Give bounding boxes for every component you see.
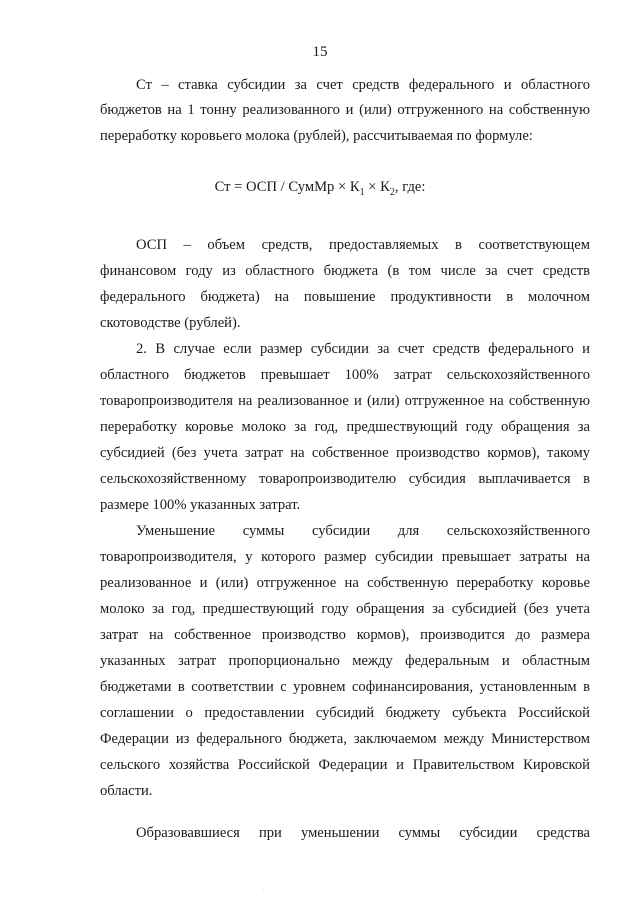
reduction-paragraph-line: молоко за год, предшествующий году обращения за субсидией (без учета xyxy=(100,601,590,617)
paragraph-2-line: товаропроизводителя на реализованное и (или) отгруженное на собственную xyxy=(100,393,590,409)
reduction-paragraph-line: области. xyxy=(100,783,153,799)
subsidy-rate-formula xyxy=(0,178,640,196)
reduction-paragraph-line: Уменьшение суммы субсидии для сельскохозяйственного xyxy=(136,523,590,539)
intro-definition-line: бюджетов на 1 тонну реализованного и (или) отгруженного на собственную xyxy=(100,102,590,118)
formula-subscript-2: 2 xyxy=(389,186,395,198)
reduction-paragraph-line: соглашении о предоставлении субсидий бюджету субъекта Российской xyxy=(100,705,590,721)
osp-definition-line: финансовом году из областного бюджета (в том числе за счет средств xyxy=(100,263,590,279)
paragraph-2-line: переработку коровье молоко за год, предшествующий году обращения за xyxy=(100,419,590,435)
reduction-paragraph-line: сельского хозяйства Российской Федерации и Правительством Кировской xyxy=(100,757,590,773)
reduction-paragraph-line: реализованное и (или) отгруженное на собственную переработку коровье xyxy=(100,575,590,591)
intro-definition-line: Ст – ставка субсидии за счет средств федерального и областного xyxy=(136,77,590,93)
formula-main: Ст = ОСП / СумМр × К xyxy=(214,179,360,195)
paragraph-2-line: 2. В случае если размер субсидии за счет средств федерального и xyxy=(136,341,590,357)
page-number: 15 xyxy=(312,44,328,60)
formula-tail: , где: xyxy=(394,179,426,195)
paragraph-2-line: сельскохозяйственному товаропроизводителю субсидия выплачивается в xyxy=(100,471,590,487)
reduction-paragraph-line: затрат на собственное производство кормов), производится до размера xyxy=(100,627,590,643)
scan-artifact: · · xyxy=(262,886,276,895)
formula-subscript-1: 1 xyxy=(359,186,365,198)
reduction-paragraph-line: бюджетами в соответствии с уровнем софинансирования, установленным в xyxy=(100,679,590,695)
paragraph-2-line: областного бюджетов превышает 100% затрат сельскохозяйственного xyxy=(100,367,590,383)
reduction-paragraph-line: Федерации из федерального бюджета, заключаемом между Министерством xyxy=(100,731,590,747)
scan-artifact: · · · xyxy=(258,868,280,877)
formed-funds-paragraph-line: Образовавшиеся при уменьшении суммы субсидии средства xyxy=(136,825,590,841)
reduction-paragraph-line: указанных затрат пропорционально между федеральным и областным xyxy=(100,653,590,669)
formula-mid: × К xyxy=(364,179,390,195)
osp-definition-line: скотоводстве (рублей). xyxy=(100,315,241,331)
paragraph-2-line: размере 100% указанных затрат. xyxy=(100,497,301,513)
osp-definition-line: федерального бюджета) на повышение продуктивности в молочном xyxy=(100,289,590,305)
intro-definition-line: переработку коровьего молока (рублей), рассчитываемая по формуле: xyxy=(100,128,533,144)
reduction-paragraph-line: товаропроизводителя, у которого размер субсидии превышает затраты на xyxy=(100,549,590,565)
paragraph-2-line: субсидией (без учета затрат на собственное производство кормов), такому xyxy=(100,445,590,461)
osp-definition-line: ОСП – объем средств, предоставляемых в соответствующем xyxy=(136,237,590,253)
